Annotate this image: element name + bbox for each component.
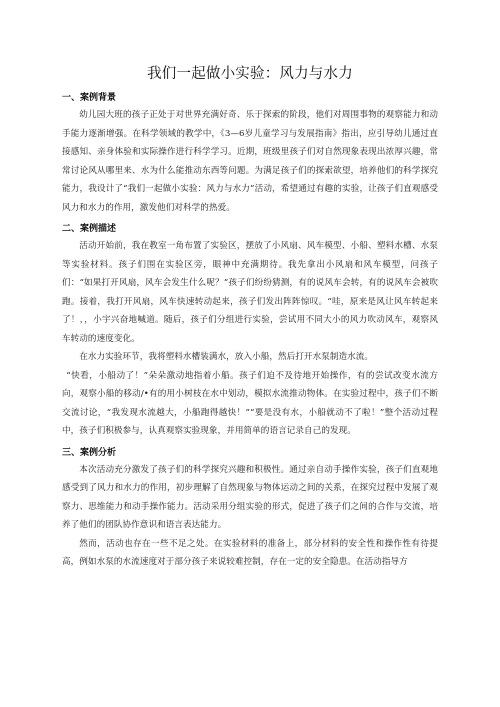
paragraph: 活动开始前，我在教室一角布置了实验区，摆放了小风扇、风车模型、小船、塑料水槽、水泵等实验材料。孩子们围在实验区旁，眼神中充满期待。我先拿出小风扇和风车模型，问孩子们：“如果打开风扇，风车会发生什么呢？”孩子们纷纷猜测，有的说风车会转，有的说风车会被吹跑。接着，我打开风扇，风车快速转动起来，孩子们发出阵阵惊叹。“哇，原来是风让风车转起来了！，，小宇兴奋地喊道。随后，孩子们分组进行实验，尝试用不同大小的风力吹动风车，观察风车转动的速度变化。: [62, 241, 438, 344]
section-background: [62, 90, 438, 217]
section-analysis: [62, 445, 438, 572]
paragraph: “快看，小船动了！”朵朵激动地指着小船。孩子们迫不及待地开始操作，有的尝试改变水流方向，观察小船的移动/•有的用小树枝在水中划动，模拟水流推动物体。在实验过程中，孩子们不断交流讨论，“我发现水流越大，小船跑得越快！”“要是没有水，小船就动不了啦！”整个活动过程中，孩子们积极参与，认真观察实验现象，并用简单的语言记录自己的发现。: [62, 370, 438, 436]
section-description: [62, 221, 438, 441]
paragraph: 幼儿园大班的孩子正处于对世界充满好奇、乐于探索的阶段，他们对周围事物的观察能力和动手能力逐渐增强。在科学领域的教学中，《3—6岁儿童学习与发展指南》指出，应引导幼儿通过直接感知、亲身体验和实际操作进行科学学习。近期，班级里孩子们对自然现象表现出浓厚兴趣，常常讨论风从哪里来、水为什么能推动东西等问题。为满足孩子们的探索欲望，培养他们的科学探究能力，我设计了“我们一起做小实验：风力与水力”活动，希望通过有趣的实验，让孩子们直观感受风力和水力的作用，激发他们对科学的热爱。: [62, 110, 438, 213]
paragraph: 然而，活动也存在一些不足之处。在实验材料的准备上，部分材料的安全性和操作性有待提高，例如水泵的水流速度对于部分孩子来说较难控制，存在一定的安全隐患。在活动指导方: [62, 538, 438, 567]
section-heading: 三、案例分析: [62, 447, 117, 458]
document-title: 我们一起做小实验：风力与水力: [147, 66, 353, 82]
paragraph: 在水力实验环节，我将塑料水槽装满水，放入小船，然后打开水泵制造水流。: [79, 352, 374, 362]
section-heading: 二、案例描述: [62, 224, 117, 234]
paragraph: 本次活动充分激发了孩子们的科学探究兴趣和积极性。通过亲自动手操作实验，孩子们直观地感受到了风力和水力的作用，初步理解了自然现象与物体运动之间的关系，在探究过程中发展了观察力、思维能力和动手操作能力。活动采用分组实验的形式，促进了孩子们之间的合作与交流，培养了他们的团队协作意识和语言表达能力。: [62, 464, 438, 530]
document-body: [62, 90, 438, 572]
section-heading: 一、案例背景: [62, 93, 117, 103]
